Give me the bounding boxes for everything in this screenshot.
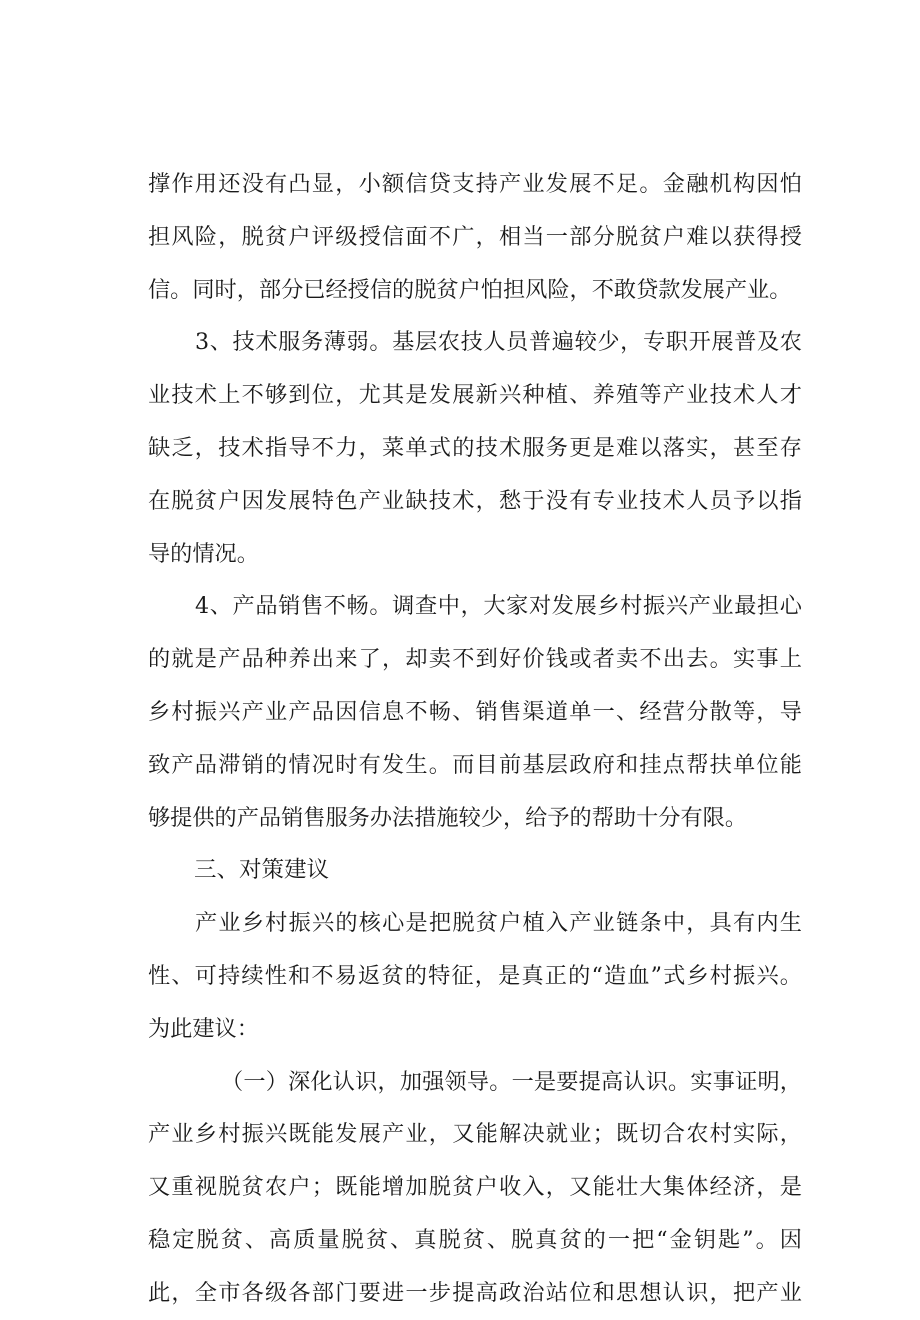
paragraph-line: 撑作用还没有凸显，小额信贷支持产业发展不足。金融机构因怕 — [148, 171, 802, 197]
paragraph-line: 4、产品销售不畅。调查中，大家对发展乡村振兴产业最担心 — [195, 593, 802, 620]
paragraph-line: 够提供的产品销售服务办法措施较少，给予的帮助十分有限。 — [148, 804, 748, 831]
paragraph-line: 产业乡村振兴的核心是把脱贫户植入产业链条中，具有内生 — [195, 910, 802, 937]
paragraph-line: 担风险，脱贫户评级授信面不广，相当一部分脱贫户难以获得授 — [148, 223, 802, 250]
paragraph-line: 3、技术服务薄弱。基层农技人员普遍较少，专职开展普及农 — [195, 329, 802, 356]
paragraph-line: 乡村振兴产业产品因信息不畅、销售渠道单一、经营分散等，导 — [148, 698, 802, 725]
paragraph-line: 为此建议： — [148, 1015, 259, 1042]
paragraph-line: 在脱贫户因发展特色产业缺技术，愁于没有专业技术人员予以指 — [148, 487, 802, 514]
paragraph-line: 产业乡村振兴既能发展产业，又能解决就业；既切合农村实际， — [148, 1121, 802, 1148]
paragraph-line: 缺乏，技术指导不力，菜单式的技术服务更是难以落实，甚至存 — [148, 434, 802, 461]
paragraph-line: （一）深化认识，加强领导。一是要提高认识。实事证明， — [221, 1068, 802, 1095]
section-heading: 三、对策建议 — [194, 857, 330, 884]
paragraph-line: 信。同时，部分已经授信的脱贫户怕担风险，不敢贷款发展产业。 — [148, 276, 792, 303]
paragraph-line: 导的情况。 — [148, 540, 259, 567]
paragraph-line: 稳定脱贫、高质量脱贫、真脱贫、脱真贫的一把“金钥匙”。因 — [148, 1226, 802, 1253]
paragraph-line: 业技术上不够到位，尤其是发展新兴种植、养殖等产业技术人才 — [148, 382, 802, 409]
document-page — [148, 158, 802, 1320]
paragraph-line: 此，全市各级各部门要进一步提高政治站位和思想认识，把产业 — [148, 1279, 802, 1306]
paragraph-line: 性、可持续性和不易返贫的特征，是真正的“造血”式乡村振兴。 — [148, 962, 802, 989]
paragraph-line: 致产品滞销的情况时有发生。而目前基层政府和挂点帮扶单位能 — [148, 751, 802, 778]
paragraph-line: 的就是产品种养出来了，却卖不到好价钱或者卖不出去。实事上 — [148, 646, 802, 673]
paragraph-line: 又重视脱贫农户；既能增加脱贫户收入，又能壮大集体经济，是 — [148, 1174, 802, 1201]
